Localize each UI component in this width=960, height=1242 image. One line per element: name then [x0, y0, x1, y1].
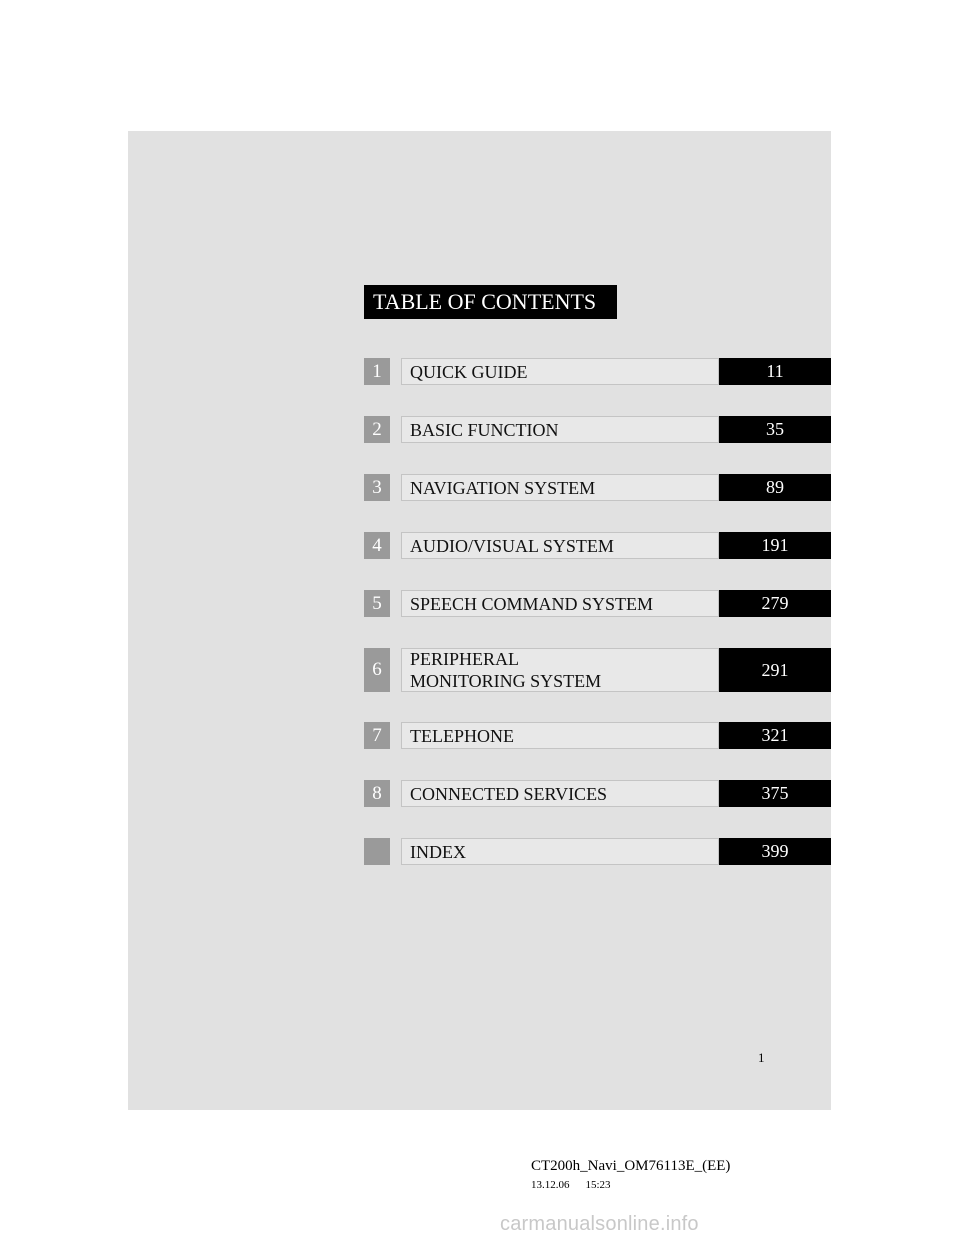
chapter-page: 321 [719, 722, 831, 749]
chapter-title: QUICK GUIDE [401, 358, 719, 385]
print-time: 15:23 [585, 1179, 611, 1191]
site-watermark: carmanualsonline.info [500, 1213, 699, 1235]
chapter-page: 291 [719, 648, 831, 692]
chapter-title: BASIC FUNCTION [401, 416, 719, 443]
print-date: 13.12.06 [531, 1179, 570, 1191]
chapter-page: 191 [719, 532, 831, 559]
chapter-title: PERIPHERAL MONITORING SYSTEM [401, 648, 719, 692]
chapter-page: 35 [719, 416, 831, 443]
chapter-number: 4 [364, 532, 390, 559]
toc-row-index[interactable] [364, 838, 831, 865]
chapter-number: 7 [364, 722, 390, 749]
chapter-title: SPEECH COMMAND SYSTEM [401, 590, 719, 617]
toc-row-6[interactable] [364, 648, 831, 692]
chapter-number: 3 [364, 474, 390, 501]
toc-row-7[interactable] [364, 722, 831, 749]
page-number: 1 [758, 1050, 765, 1065]
chapter-title: NAVIGATION SYSTEM [401, 474, 719, 501]
chapter-page: 89 [719, 474, 831, 501]
document-code: CT200h_Navi_OM76113E_(EE) [531, 1158, 731, 1174]
toc-row-1[interactable] [364, 358, 831, 385]
manual-page-panel [128, 131, 831, 1110]
toc-row-8[interactable] [364, 780, 831, 807]
chapter-title: TELEPHONE [401, 722, 719, 749]
chapter-number: 2 [364, 416, 390, 443]
chapter-number: 6 [364, 648, 390, 692]
chapter-number: 5 [364, 590, 390, 617]
chapter-title: INDEX [401, 838, 719, 865]
chapter-page: 375 [719, 780, 831, 807]
chapter-number: 1 [364, 358, 390, 385]
chapter-number: 8 [364, 780, 390, 807]
chapter-title: AUDIO/VISUAL SYSTEM [401, 532, 719, 559]
chapter-page: 279 [719, 590, 831, 617]
toc-row-3[interactable] [364, 474, 831, 501]
toc-row-2[interactable] [364, 416, 831, 443]
chapter-number [364, 838, 390, 865]
toc-row-5[interactable] [364, 590, 831, 617]
chapter-page: 399 [719, 838, 831, 865]
print-timestamp [531, 1179, 611, 1191]
toc-row-4[interactable] [364, 532, 831, 559]
toc-title: TABLE OF CONTENTS [364, 285, 617, 319]
chapter-title: CONNECTED SERVICES [401, 780, 719, 807]
chapter-page: 11 [719, 358, 831, 385]
